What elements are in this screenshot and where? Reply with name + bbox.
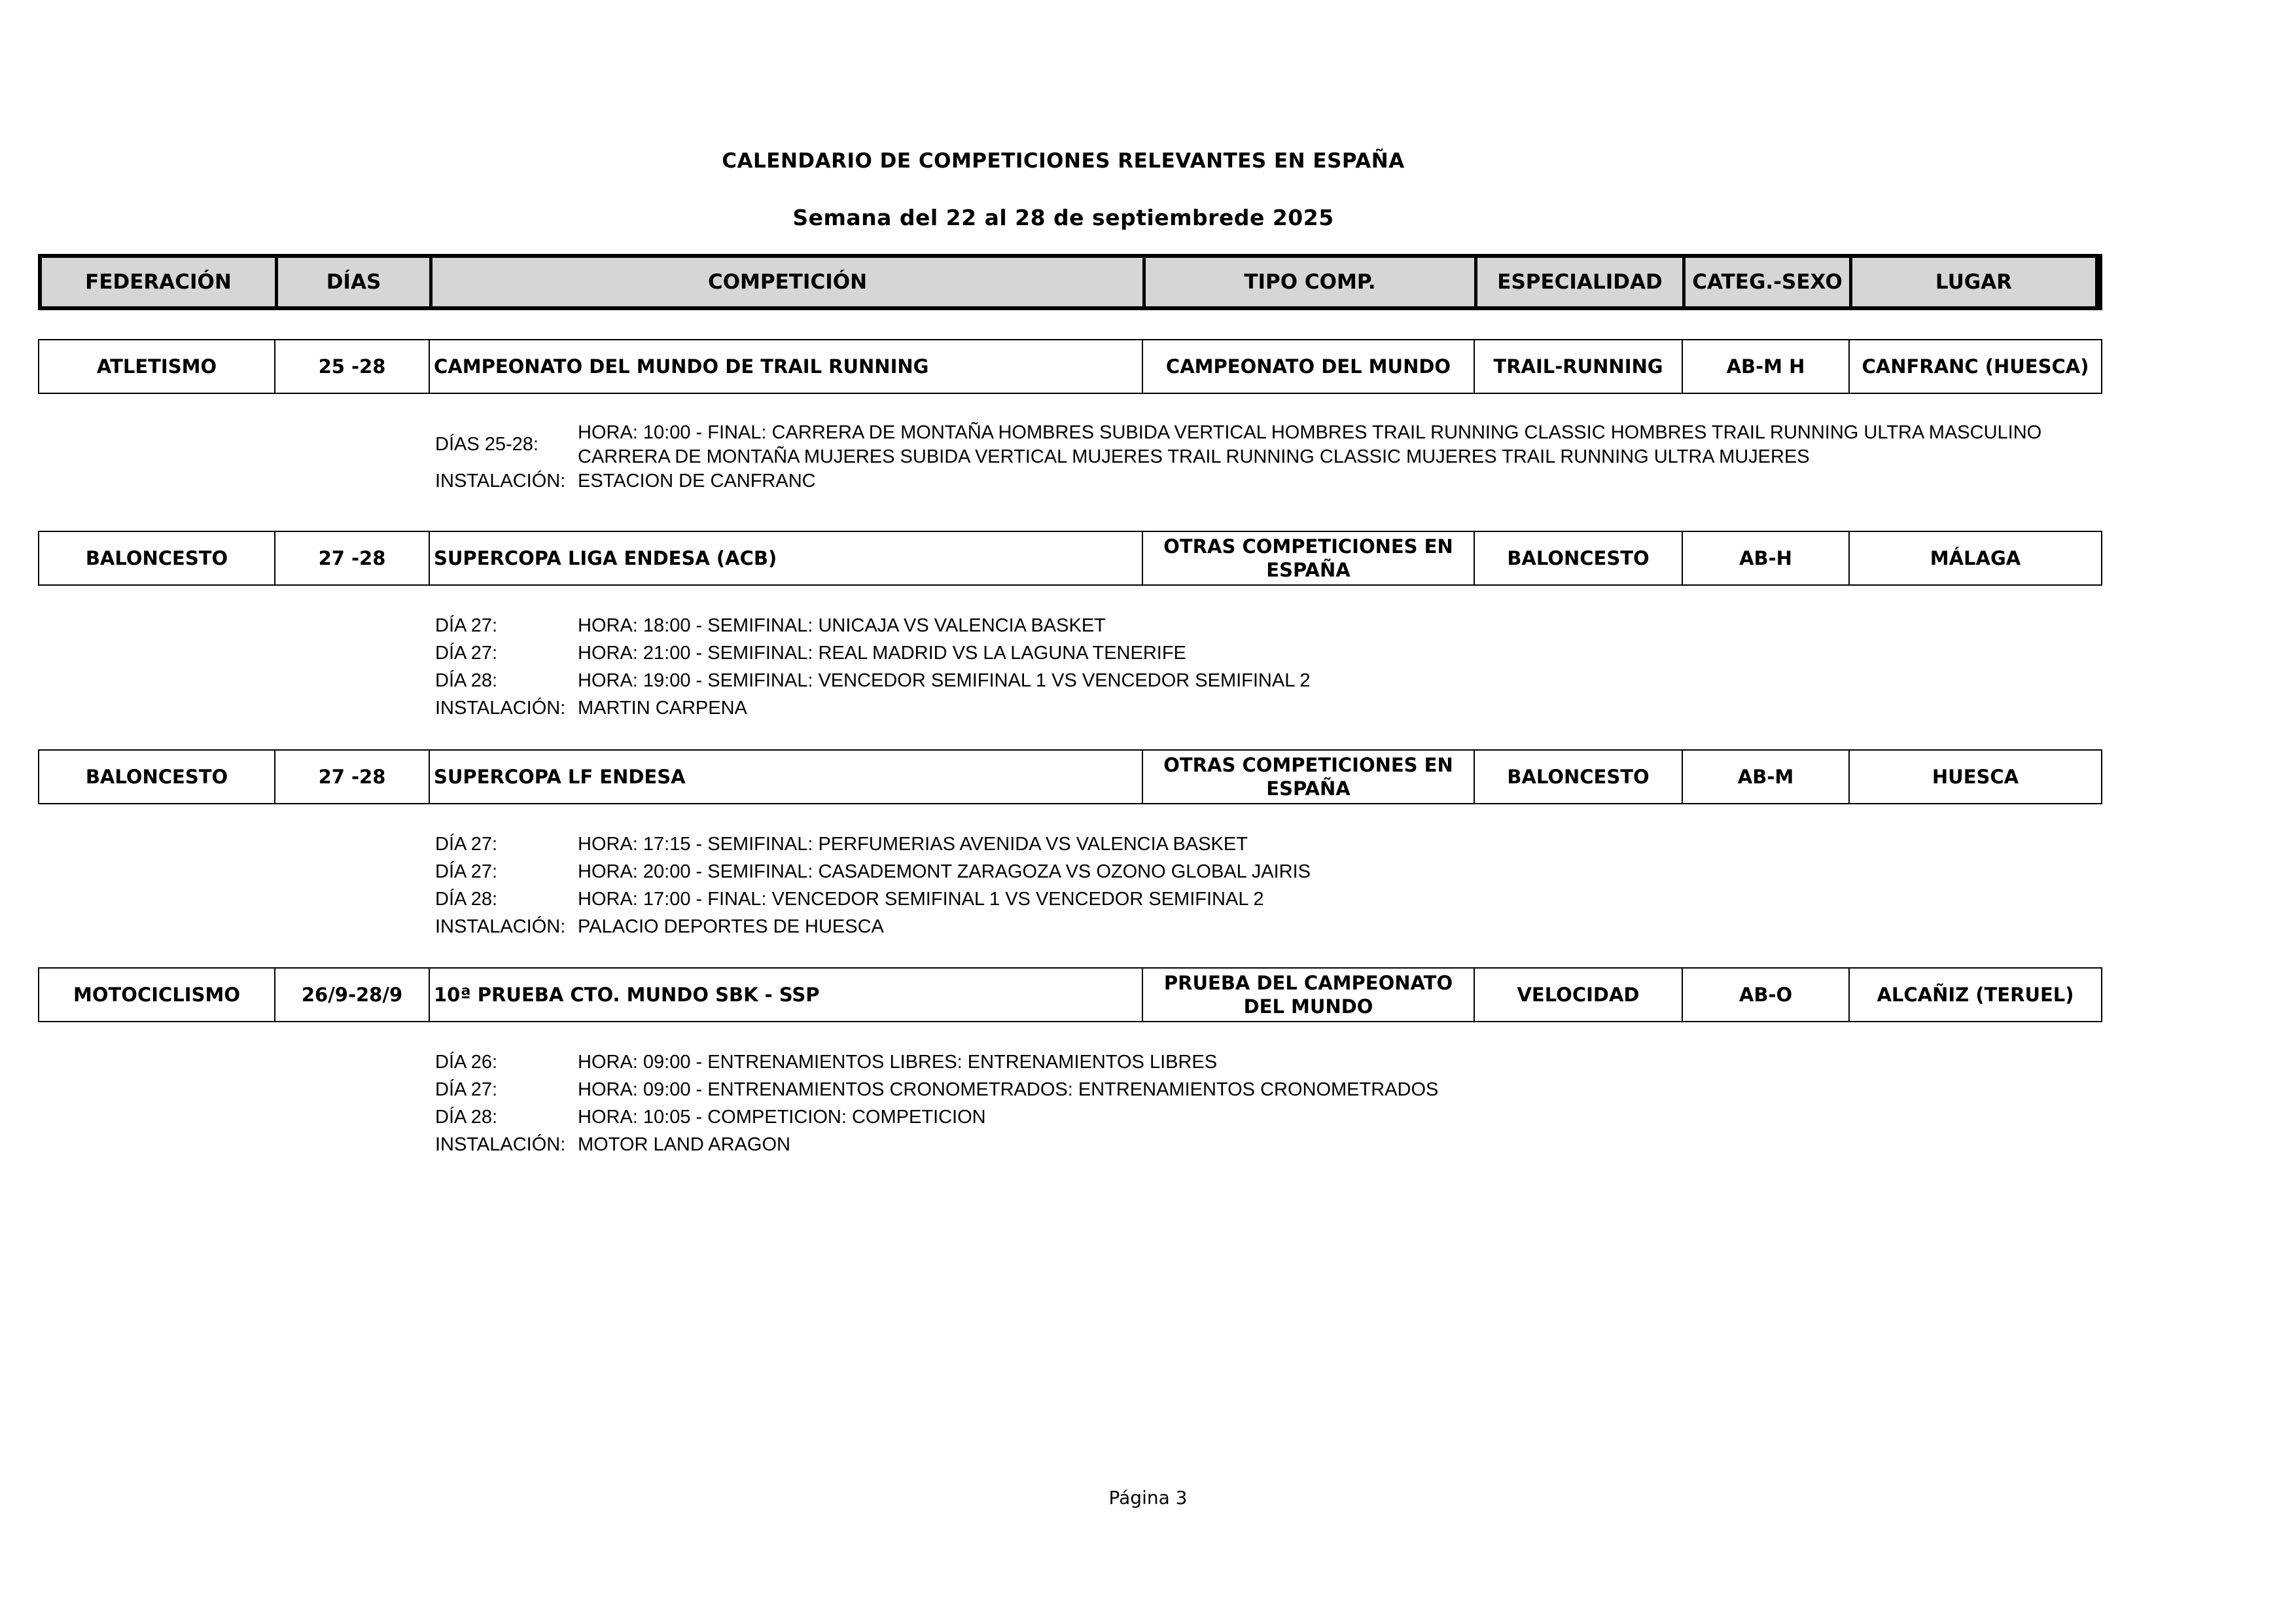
detail-row	[435, 860, 2110, 887]
detail-text: PALACIO DEPORTES DE HUESCA	[578, 916, 884, 937]
event-federacion: MOTOCICLISMO	[39, 969, 275, 1021]
event-categ: AB-O	[1683, 969, 1850, 1021]
detail-label: DÍA 27:	[435, 834, 498, 855]
detail-row	[435, 669, 2110, 696]
event-especialidad: BALONCESTO	[1475, 532, 1683, 584]
detail-text: HORA: 20:00 - SEMIFINAL: CASADEMONT ZARAGOZA VS OZONO GLOBAL JAIRIS	[578, 861, 1311, 882]
event-lugar: ALCAÑIZ (TERUEL)	[1877, 984, 2074, 1006]
page-title: CALENDARIO DE COMPETICIONES RELEVANTES EN ESPAÑA	[722, 149, 1405, 173]
detail-text: HORA: 19:00 - SEMIFINAL: VENCEDOR SEMIFINAL 1 VS VENCEDOR SEMIFINAL 2	[578, 670, 1311, 691]
detail-row	[435, 1050, 2110, 1078]
event-competicion: 10ª PRUEBA CTO. MUNDO SBK - SSP	[430, 969, 1143, 1021]
event-dias: 27 -28	[275, 532, 430, 584]
detail-label: DÍA 27:	[435, 643, 498, 664]
detail-label: DÍAS 25-28:	[435, 434, 539, 455]
detail-label: DÍA 28:	[435, 670, 498, 691]
event-especialidad: VELOCIDAD	[1475, 969, 1683, 1021]
detail-text	[578, 421, 2110, 469]
event-details	[435, 614, 2110, 724]
page-subtitle: Semana del 22 al 28 de septiembrede 2025	[792, 205, 1334, 230]
header-tipo: TIPO COMP.	[1146, 258, 1477, 306]
detail-text: HORA: 21:00 - SEMIFINAL: REAL MADRID VS LA LAGUNA TENERIFE	[578, 643, 1186, 664]
detail-label: INSTALACIÓN:	[435, 1134, 566, 1155]
detail-label: DÍA 27:	[435, 861, 498, 882]
detail-text-line: HORA: 10:00 - FINAL: CARRERA DE MONTAÑA HOMBRES SUBIDA VERTICAL HOMBRES TRAIL RUNNING CLASSIC HOMBRES TRAIL RUNNING ULTRA MASCULINO	[578, 422, 2042, 443]
event-categ: AB-M	[1683, 751, 1850, 803]
detail-row	[435, 469, 2110, 497]
event-dias: 26/9-28/9	[275, 969, 430, 1021]
detail-row	[435, 1078, 2110, 1105]
header-competicion: COMPETICIÓN	[433, 258, 1146, 306]
event-details	[435, 421, 2110, 497]
detail-label: INSTALACIÓN:	[435, 698, 566, 719]
detail-label: INSTALACIÓN:	[435, 916, 566, 937]
page-number: Página 3	[1108, 1487, 1188, 1508]
detail-text: HORA: 18:00 - SEMIFINAL: UNICAJA VS VALENCIA BASKET	[578, 615, 1106, 636]
detail-row	[435, 915, 2110, 942]
header-especialidad: ESPECIALIDAD	[1477, 258, 1686, 306]
event-lugar: HUESCA	[1932, 766, 2019, 788]
detail-text: MARTIN CARPENA	[578, 698, 747, 719]
detail-text: HORA: 17:00 - FINAL: VENCEDOR SEMIFINAL 1 VS VENCEDOR SEMIFINAL 2	[578, 889, 1264, 910]
detail-label: DÍA 28:	[435, 889, 498, 910]
event-tipo: OTRAS COMPETICIONES EN ESPAÑA	[1143, 532, 1475, 584]
detail-label: DÍA 27:	[435, 615, 498, 636]
detail-label: DÍA 28:	[435, 1107, 498, 1128]
detail-text: HORA: 09:00 - ENTRENAMIENTOS CRONOMETRADOS: ENTRENAMIENTOS CRONOMETRADOS	[578, 1079, 1439, 1100]
detail-row	[435, 887, 2110, 915]
event-federacion: ATLETISMO	[39, 340, 275, 393]
detail-row	[435, 614, 2110, 641]
event-lugar: MÁLAGA	[1930, 547, 2021, 569]
event-tipo: OTRAS COMPETICIONES EN ESPAÑA	[1143, 751, 1475, 803]
event-federacion: BALONCESTO	[39, 532, 275, 584]
detail-text: HORA: 10:05 - COMPETICION: COMPETICION	[578, 1107, 986, 1128]
header-federacion: FEDERACIÓN	[42, 258, 278, 306]
event-row	[38, 967, 2102, 1022]
event-federacion: BALONCESTO	[39, 751, 275, 803]
event-tipo: PRUEBA DEL CAMPEONATO DEL MUNDO	[1143, 969, 1475, 1021]
detail-label: DÍA 26:	[435, 1052, 498, 1073]
event-competicion: SUPERCOPA LIGA ENDESA (ACB)	[430, 532, 1143, 584]
header-lugar: LUGAR	[1852, 258, 2098, 306]
event-competicion: CAMPEONATO DEL MUNDO DE TRAIL RUNNING	[430, 340, 1143, 393]
event-categ: AB-M H	[1683, 340, 1850, 393]
event-especialidad: BALONCESTO	[1475, 751, 1683, 803]
detail-row	[435, 641, 2110, 669]
detail-label: DÍA 27:	[435, 1079, 498, 1100]
event-dias: 27 -28	[275, 751, 430, 803]
detail-row	[435, 832, 2110, 860]
event-tipo: CAMPEONATO DEL MUNDO	[1143, 340, 1475, 393]
event-categ: AB-H	[1683, 532, 1850, 584]
event-row	[38, 339, 2102, 394]
table-header	[38, 254, 2102, 310]
event-row	[38, 749, 2102, 804]
event-details	[435, 1050, 2110, 1160]
event-especialidad: TRAIL-RUNNING	[1475, 340, 1683, 393]
detail-text: ESTACION DE CANFRANC	[578, 471, 816, 491]
header-dias: DÍAS	[278, 258, 433, 306]
header-categ: CATEG.-SEXO	[1686, 258, 1852, 306]
detail-row	[435, 421, 2110, 469]
detail-row	[435, 1105, 2110, 1133]
detail-row	[435, 696, 2110, 724]
detail-row	[435, 1133, 2110, 1160]
detail-label: INSTALACIÓN:	[435, 471, 566, 491]
detail-text: HORA: 09:00 - ENTRENAMIENTOS LIBRES: ENTRENAMIENTOS LIBRES	[578, 1052, 1218, 1073]
event-details	[435, 832, 2110, 942]
event-competicion: SUPERCOPA LF ENDESA	[430, 751, 1143, 803]
event-row	[38, 531, 2102, 586]
detail-text: MOTOR LAND ARAGON	[578, 1134, 790, 1155]
detail-text: HORA: 17:15 - SEMIFINAL: PERFUMERIAS AVENIDA VS VALENCIA BASKET	[578, 834, 1248, 855]
detail-text-line: CARRERA DE MONTAÑA MUJERES SUBIDA VERTICAL MUJERES TRAIL RUNNING CLASSIC MUJERES TRAIL RUNNING ULTRA MUJERES	[578, 446, 1810, 467]
event-dias: 25 -28	[275, 340, 430, 393]
event-lugar: CANFRANC (HUESCA)	[1862, 355, 2089, 378]
